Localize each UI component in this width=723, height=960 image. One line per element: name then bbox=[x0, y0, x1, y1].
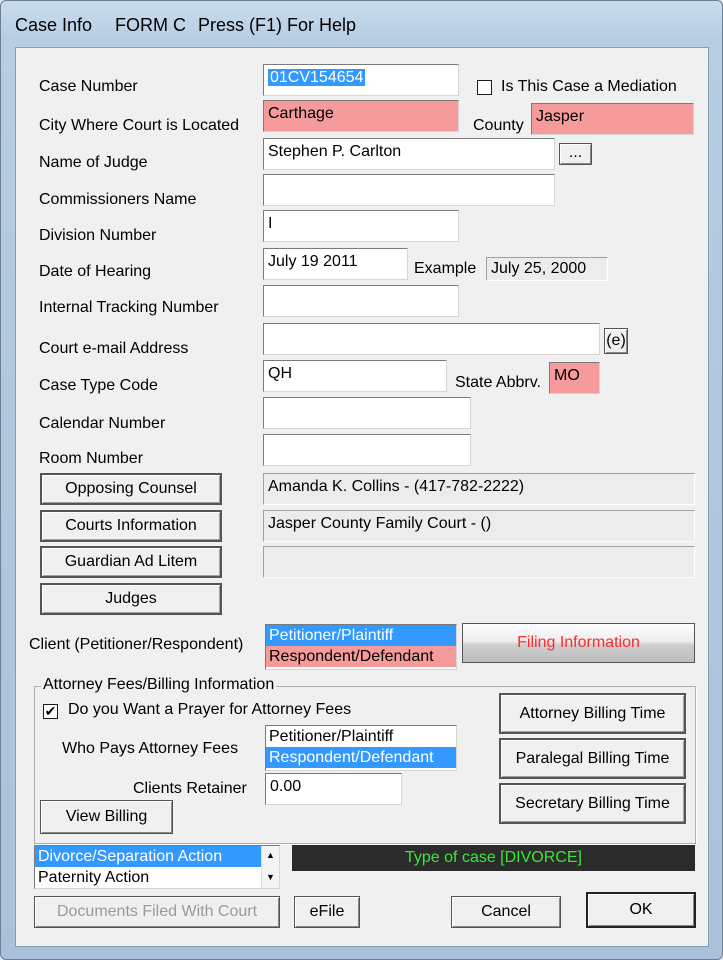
email-input[interactable] bbox=[263, 323, 600, 355]
form-name: FORM C bbox=[115, 15, 186, 35]
case-type-list[interactable] bbox=[34, 845, 280, 889]
judges-button[interactable]: Judges bbox=[40, 583, 222, 615]
view-billing-button[interactable]: View Billing bbox=[40, 800, 173, 834]
calendar-label: Calendar Number bbox=[39, 415, 166, 432]
commissioner-label: Commissioners Name bbox=[39, 191, 197, 208]
help-hint: Press (F1) For Help bbox=[198, 15, 357, 35]
guardian-display bbox=[263, 546, 695, 578]
courts-information-button[interactable]: Courts Information bbox=[40, 510, 222, 542]
retainer-input[interactable]: 0.00 bbox=[265, 773, 402, 805]
division-label: Division Number bbox=[39, 227, 157, 244]
email-button[interactable]: (e) bbox=[604, 328, 628, 354]
state-input[interactable]: MO bbox=[549, 362, 600, 394]
city-input[interactable]: Carthage bbox=[263, 100, 459, 132]
form-panel bbox=[15, 47, 709, 947]
hearing-date-input[interactable]: July 19 2011 bbox=[263, 248, 408, 280]
efile-button[interactable]: eFile bbox=[294, 896, 360, 928]
who-pays-option-petitioner[interactable]: Petitioner/Plaintiff bbox=[269, 728, 394, 745]
case-type-label: Case Type Code bbox=[39, 377, 158, 394]
client-label: Client (Petitioner/Respondent) bbox=[29, 636, 244, 653]
billing-group-title: Attorney Fees/Billing Information bbox=[43, 676, 275, 693]
case-type-scrollbar[interactable] bbox=[261, 846, 279, 888]
mediation-checkbox[interactable] bbox=[477, 80, 492, 95]
prayer-label: Do you Want a Prayer for Attorney Fees bbox=[68, 701, 352, 718]
cancel-button[interactable]: Cancel bbox=[451, 896, 561, 928]
who-pays-label: Who Pays Attorney Fees bbox=[62, 740, 239, 757]
mediation-label: Is This Case a Mediation bbox=[501, 78, 677, 95]
case-number-input[interactable]: 01CV154654 bbox=[263, 64, 459, 96]
room-label: Room Number bbox=[39, 450, 144, 467]
secretary-billing-time-button[interactable]: Secretary Billing Time bbox=[499, 783, 686, 824]
calendar-input[interactable] bbox=[263, 397, 471, 429]
scroll-down-icon[interactable]: ▼ bbox=[266, 872, 275, 882]
tracking-input[interactable] bbox=[263, 285, 459, 317]
client-option-petitioner[interactable]: Petitioner/Plaintiff bbox=[266, 625, 456, 646]
who-pays-option-respondent[interactable]: Respondent/Defendant bbox=[266, 747, 456, 768]
case-number-label: Case Number bbox=[39, 78, 138, 95]
scroll-up-icon[interactable]: ▲ bbox=[266, 850, 275, 860]
prayer-checkbox[interactable]: ✔ bbox=[44, 703, 57, 719]
division-input[interactable]: I bbox=[263, 210, 459, 242]
window-title: Case Info bbox=[15, 15, 93, 35]
courts-information-display: Jasper County Family Court - () bbox=[263, 510, 695, 542]
client-list[interactable] bbox=[265, 624, 457, 670]
client-option-respondent[interactable]: Respondent/Defendant bbox=[266, 646, 456, 667]
documents-filed-button[interactable]: Documents Filed With Court bbox=[34, 896, 280, 928]
paralegal-billing-time-button[interactable]: Paralegal Billing Time bbox=[499, 738, 686, 779]
opposing-counsel-display: Amanda K. Collins - (417-782-2222) bbox=[263, 473, 695, 505]
commissioner-input[interactable] bbox=[263, 174, 555, 206]
attorney-billing-time-button[interactable]: Attorney Billing Time bbox=[499, 693, 686, 734]
county-label: County bbox=[473, 117, 524, 134]
retainer-label: Clients Retainer bbox=[133, 780, 247, 797]
tracking-label: Internal Tracking Number bbox=[39, 299, 219, 316]
judge-input[interactable]: Stephen P. Carlton bbox=[263, 138, 555, 170]
example-label: Example bbox=[414, 260, 477, 277]
state-label: State Abbrv. bbox=[455, 374, 541, 391]
example-value: July 25, 2000 bbox=[486, 257, 608, 281]
judge-label: Name of Judge bbox=[39, 154, 148, 171]
county-input[interactable]: Jasper bbox=[531, 103, 694, 135]
case-type-option-divorce[interactable]: Divorce/Separation Action bbox=[35, 846, 261, 867]
hearing-date-label: Date of Hearing bbox=[39, 263, 152, 280]
billing-group bbox=[34, 676, 696, 844]
judge-browse-button[interactable]: ... bbox=[559, 143, 592, 165]
room-input[interactable] bbox=[263, 434, 471, 466]
city-label: City Where Court is Located bbox=[39, 117, 240, 134]
case-type-input[interactable]: QH bbox=[263, 360, 447, 392]
opposing-counsel-button[interactable]: Opposing Counsel bbox=[40, 473, 222, 505]
type-of-case-display: Type of case [DIVORCE] bbox=[292, 845, 695, 871]
filing-information-button[interactable]: Filing Information bbox=[462, 623, 695, 663]
email-label: Court e-mail Address bbox=[39, 340, 189, 357]
guardian-button[interactable]: Guardian Ad Litem bbox=[40, 546, 222, 578]
case-type-option-paternity[interactable]: Paternity Action bbox=[38, 869, 150, 886]
who-pays-list[interactable] bbox=[265, 725, 457, 771]
title-bar bbox=[1, 1, 722, 47]
ok-button[interactable]: OK bbox=[586, 892, 696, 928]
